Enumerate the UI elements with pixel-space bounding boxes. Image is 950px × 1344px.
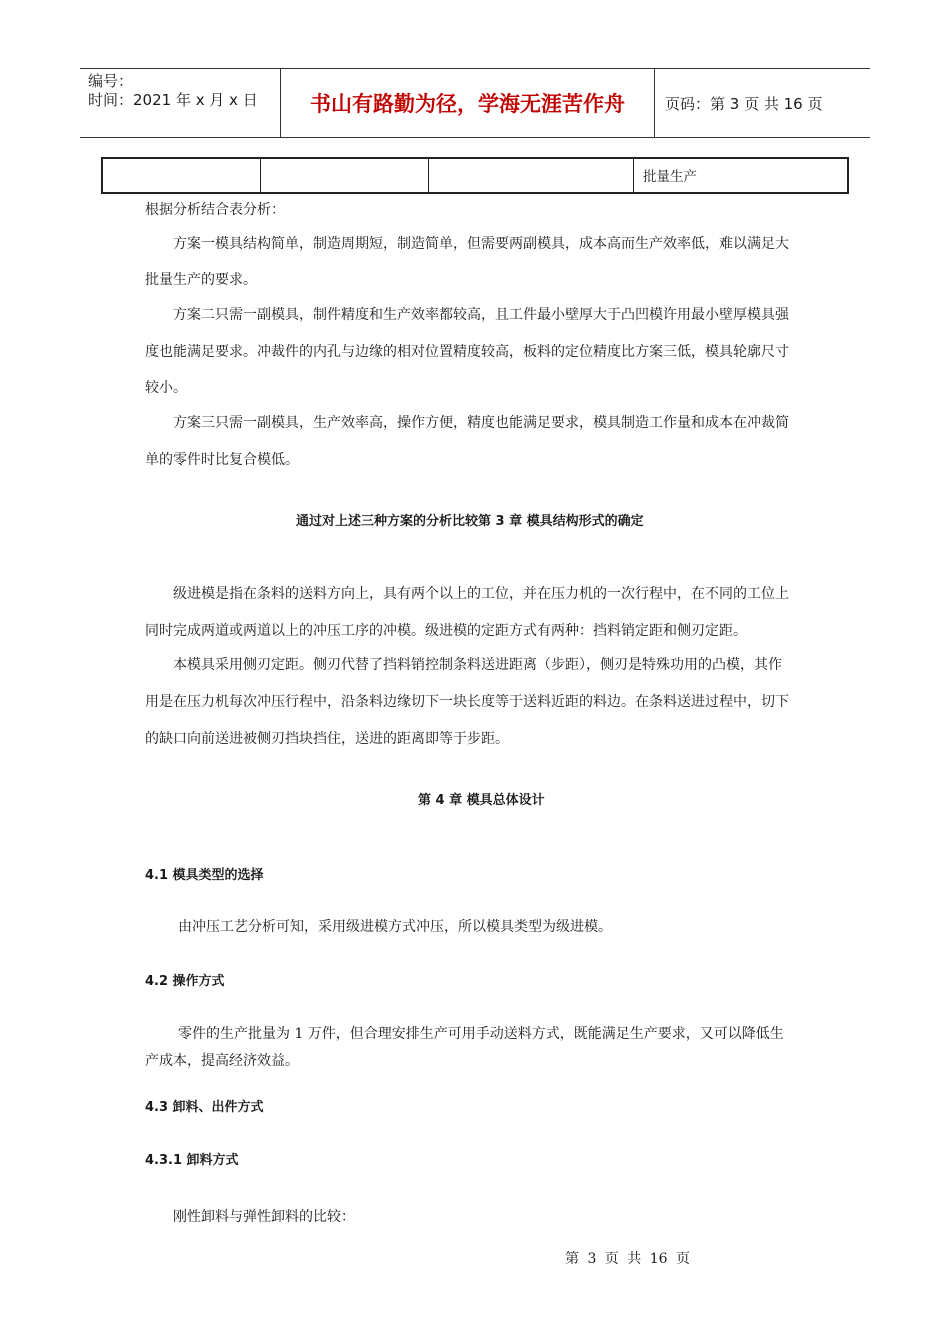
plan2-line: 方案二只需一副模具，制件精度和生产效率都较高，且工件最小壁厚大于凸凹模许用最小壁厚模具强 xyxy=(173,307,789,323)
ch3-paragraph-line: 级进模是指在条料的送料方向上，具有两个以上的工位，并在压力机的一次行程中，在不同的工位上 xyxy=(173,586,789,602)
header-page-info: 页码：第 3 页 共 16 页 xyxy=(665,94,823,113)
table-divider xyxy=(428,159,429,192)
section-4-3-1-heading: 4.3.1 卸料方式 xyxy=(145,1153,239,1168)
section-4-1-heading: 4.1 模具类型的选择 xyxy=(145,868,264,883)
section-4-3-1-text: 刚性卸料与弹性卸料的比较： xyxy=(173,1209,355,1225)
ch3-paragraph-line: 本模具采用侧刃定距。侧刃代替了挡料销控制条料送进距离（步距），侧刃是特殊功用的凸模，其作 xyxy=(173,657,782,673)
chapter4-heading: 第 4 章 模具总体设计 xyxy=(418,793,545,808)
table-cell: 批量生产 xyxy=(643,169,697,185)
plan2-line: 较小。 xyxy=(145,380,187,396)
header-meta-cell xyxy=(80,69,281,137)
section-4-2-heading: 4.2 操作方式 xyxy=(145,974,225,989)
ch3-paragraph-line: 同时完成两道或两道以上的冲压工序的冲模。级进模的定距方式有两种：挡料销定距和侧刃定距。 xyxy=(145,623,747,639)
header-number: 编号： xyxy=(88,72,134,90)
plan1-line: 批量生产的要求。 xyxy=(145,272,257,288)
section-4-2-line: 零件的生产批量为 1 万件，但合理安排生产可用手动送料方式，既能满足生产要求，又可以降低生 xyxy=(178,1026,784,1042)
plan2-line: 度也能满足要求。冲裁件的内孔与边缘的相对位置精度较高，板料的定位精度比方案三低，模具轮廓尺寸 xyxy=(145,344,789,360)
section-4-1-text: 由冲压工艺分析可知，采用级进模方式冲压，所以模具类型为级进模。 xyxy=(178,919,612,935)
table-divider xyxy=(260,159,261,192)
intro-text: 根据分析结合表分析： xyxy=(145,202,285,218)
comparison-table-fragment xyxy=(101,157,849,194)
section-4-3-heading: 4.3 卸料、出件方式 xyxy=(145,1100,264,1115)
ch3-paragraph-line: 用是在压力机每次冲压行程中，沿条料边缘切下一块长度等于送料近距的料边。在条料送进过程中，切下 xyxy=(145,694,789,710)
header-motto: 书山有路勤为径，学海无涯苦作舟 xyxy=(281,69,655,137)
table-divider xyxy=(633,159,634,192)
chapter3-heading: 通过对上述三种方案的分析比较第 3 章 模具结构形式的确定 xyxy=(296,514,644,529)
plan1-line: 方案一模具结构简单，制造周期短，制造简单，但需要两副模具，成本高而生产效率低，难以满足大 xyxy=(173,236,789,252)
plan3-line: 方案三只需一副模具，生产效率高，操作方便，精度也能满足要求，模具制造工作量和成本在冲裁简 xyxy=(173,415,789,431)
ch3-paragraph-line: 的缺口向前送进被侧刃挡块挡住，送进的距离即等于步距。 xyxy=(145,731,509,747)
plan3-line: 单的零件时比复合模低。 xyxy=(145,452,299,468)
page-header xyxy=(80,68,870,138)
header-time: 时间：2021 年 x 月 x 日 xyxy=(88,91,258,109)
section-4-2-line: 产成本，提高经济效益。 xyxy=(145,1053,299,1069)
page-footer: 第 3 页 共 16 页 xyxy=(565,1251,690,1267)
